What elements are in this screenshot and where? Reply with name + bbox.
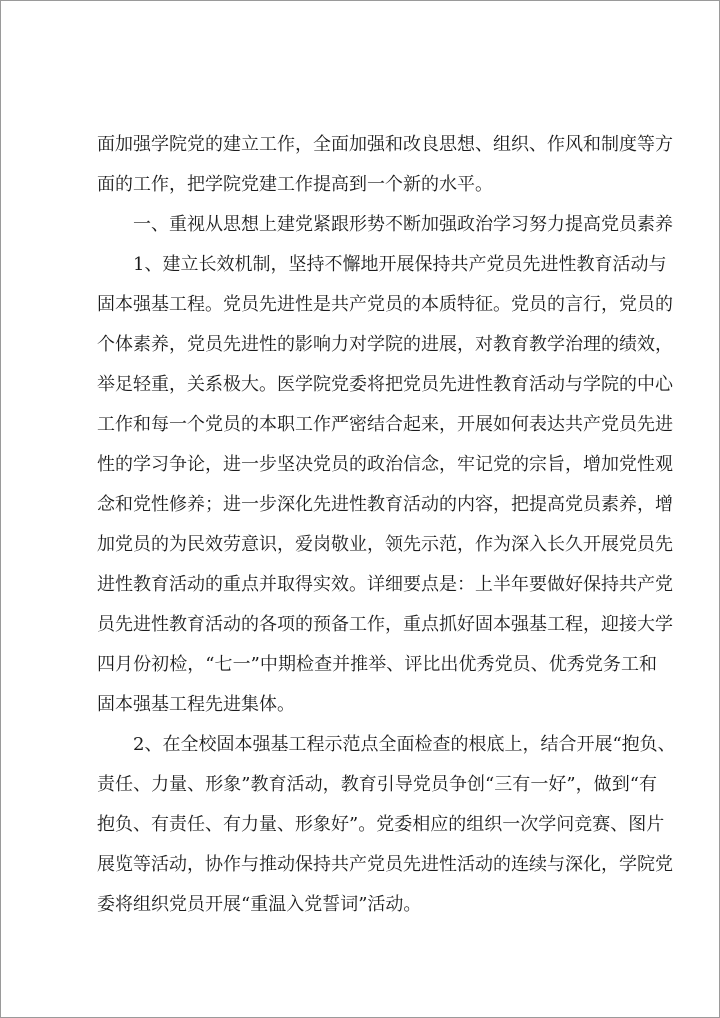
paragraph-line: 念和党性修养；进一步深化先进性教育活动的内容，把提高党员素养，增 bbox=[97, 494, 673, 515]
paragraph-line: 固本强基工程先进集体。 bbox=[97, 694, 295, 715]
paragraph-line: 员先进性教育活动的各项的预备工作，重点抓好固本强基工程，迎接大学 bbox=[97, 614, 673, 635]
paragraph-line: 面的工作，把学院党建工作提高到一个新的水平。 bbox=[97, 174, 493, 195]
paragraph-line: 工作和每一个党员的本职工作严密结合起来，开展如何表达共产党员先进 bbox=[97, 414, 673, 435]
paragraph-line: 个体素养，党员先进性的影响力对学院的进展，对教育教学治理的绩效， bbox=[97, 334, 673, 355]
paragraph-line: 抱负、有责任、有力量、形象好”。党委相应的组织一次学问竞赛、图片 bbox=[97, 814, 665, 835]
paragraph-line: 固本强基工程。党员先进性是共产党员的本质特征。党员的言行，党员的 bbox=[97, 294, 673, 315]
paragraph-line: 四月份初检，“七一”中期检查并推举、评比出优秀党员、优秀党务工和 bbox=[97, 654, 657, 675]
paragraph-line: 2、在全校固本强基工程示范点全面检查的根底上，结合开展“抱负、 bbox=[133, 734, 676, 755]
paragraph-line: 责任、力量、形象”教育活动，教育引导党员争创“三有一好”，做到“有 bbox=[97, 774, 657, 795]
section-heading: 一、重视从思想上建党紧跟形势不断加强政治学习努力提高党员素养 bbox=[133, 214, 673, 235]
paragraph-line: 性的学习争论，进一步坚决党员的政治信念，牢记党的宗旨，增加党性观 bbox=[97, 454, 673, 475]
paragraph-line: 进性教育活动的重点并取得实效。详细要点是：上半年要做好保持共产党 bbox=[97, 574, 673, 595]
paragraph-line: 举足轻重，关系极大。医学院党委将把党员先进性教育活动与学院的中心 bbox=[97, 374, 673, 395]
paragraph-line: 面加强学院党的建立工作，全面加强和改良思想、组织、作风和制度等方 bbox=[97, 134, 673, 155]
paragraph-line: 委将组织党员开展“重温入党誓词”活动。 bbox=[97, 894, 422, 915]
paragraph-line: 1、建立长效机制，坚持不懈地开展保持共产党员先进性教育活动与 bbox=[133, 254, 667, 275]
paragraph-line: 展览等活动，协作与推动保持共产党员先进性活动的连续与深化，学院党 bbox=[97, 854, 673, 875]
paragraph-line: 加党员的为民效劳意识，爱岗敬业，领先示范，作为深入长久开展党员先 bbox=[97, 534, 673, 555]
